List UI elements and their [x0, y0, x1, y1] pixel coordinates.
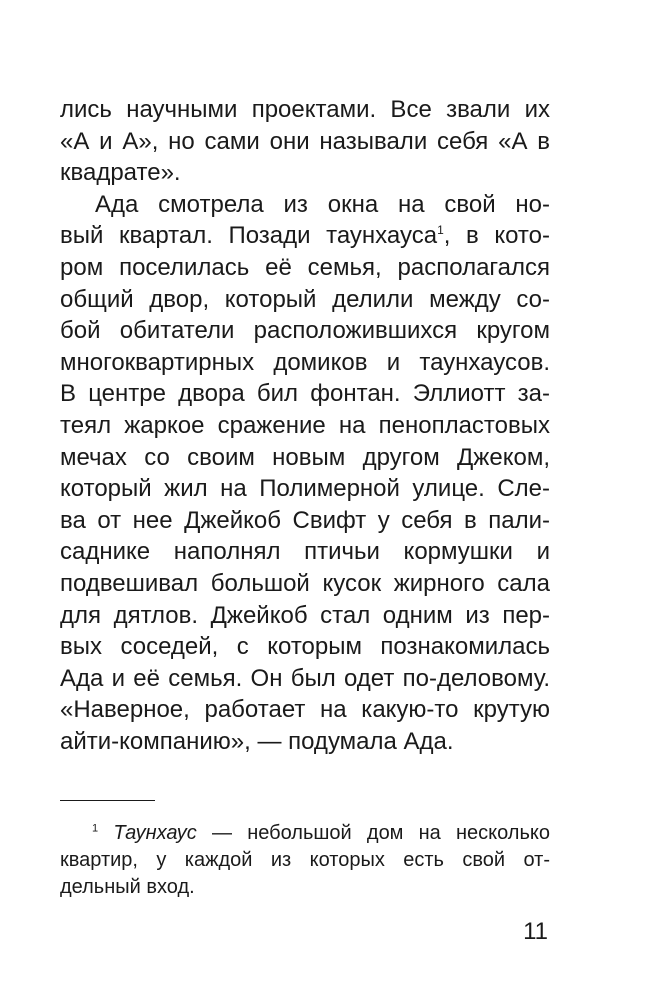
text-line: «А и А», но сами они называли себя «А в [60, 127, 550, 155]
text-line: айти-компанию», — подумала Ада. [60, 728, 454, 755]
footnote-term: Таунхаус [113, 822, 197, 844]
text-line: саднике наполнял птичьи кормушки и [60, 538, 550, 566]
text-line [60, 221, 550, 251]
page-number: 11 [523, 918, 548, 945]
text-line: общий двор, который делили между со- [60, 285, 550, 313]
text-line: подвешивал большой кусок жирного сала [60, 570, 550, 597]
text-line: многоквартирных домиков и таунхаусов. [60, 348, 550, 376]
text-line: бой обитатели расположившихся кругом [60, 317, 550, 345]
text-line: ва от нее Джейкоб Свифт у себя в пали- [60, 506, 550, 534]
text-line: вых соседей, с которым познакомилась [60, 633, 550, 661]
text-fragment: вый квартал. Позади таунхауса [60, 222, 438, 250]
footnote-marker: 1 [92, 822, 99, 835]
text-line: который жил на Полимерной улице. Сле- [60, 475, 550, 503]
text-line: квадрате». [60, 159, 181, 187]
text-line: Ада и её семья. Он был одет по-деловому. [60, 664, 550, 692]
footnote-line [92, 820, 550, 847]
footnote-ref: 1 [437, 223, 444, 238]
footnote-text: — небольшой дом на несколько [196, 822, 550, 844]
text-line: теял жаркое сражение на пенопластовых [60, 412, 550, 439]
footnote-line: квартир, у каждой из которых есть свой от- [60, 849, 550, 871]
footnote-divider [60, 800, 155, 801]
text-line: В центре двора бил фонтан. Эллиотт за- [60, 380, 550, 408]
text-line: для дятлов. Джейкоб стал одним из пер- [60, 601, 550, 629]
text-line: ром поселилась её семья, располагался [60, 254, 550, 281]
text-line: «Наверное, работает на какую-то крутую [60, 696, 550, 724]
text-fragment: , в кото- [443, 222, 550, 250]
text-line: Ада смотрела из окна на свой но- [95, 190, 550, 218]
text-line: лись научными проектами. Все звали их [60, 96, 550, 123]
footnote-line: дельный вход. [60, 876, 195, 898]
text-line: мечах со своим новым другом Джеком, [60, 443, 550, 471]
